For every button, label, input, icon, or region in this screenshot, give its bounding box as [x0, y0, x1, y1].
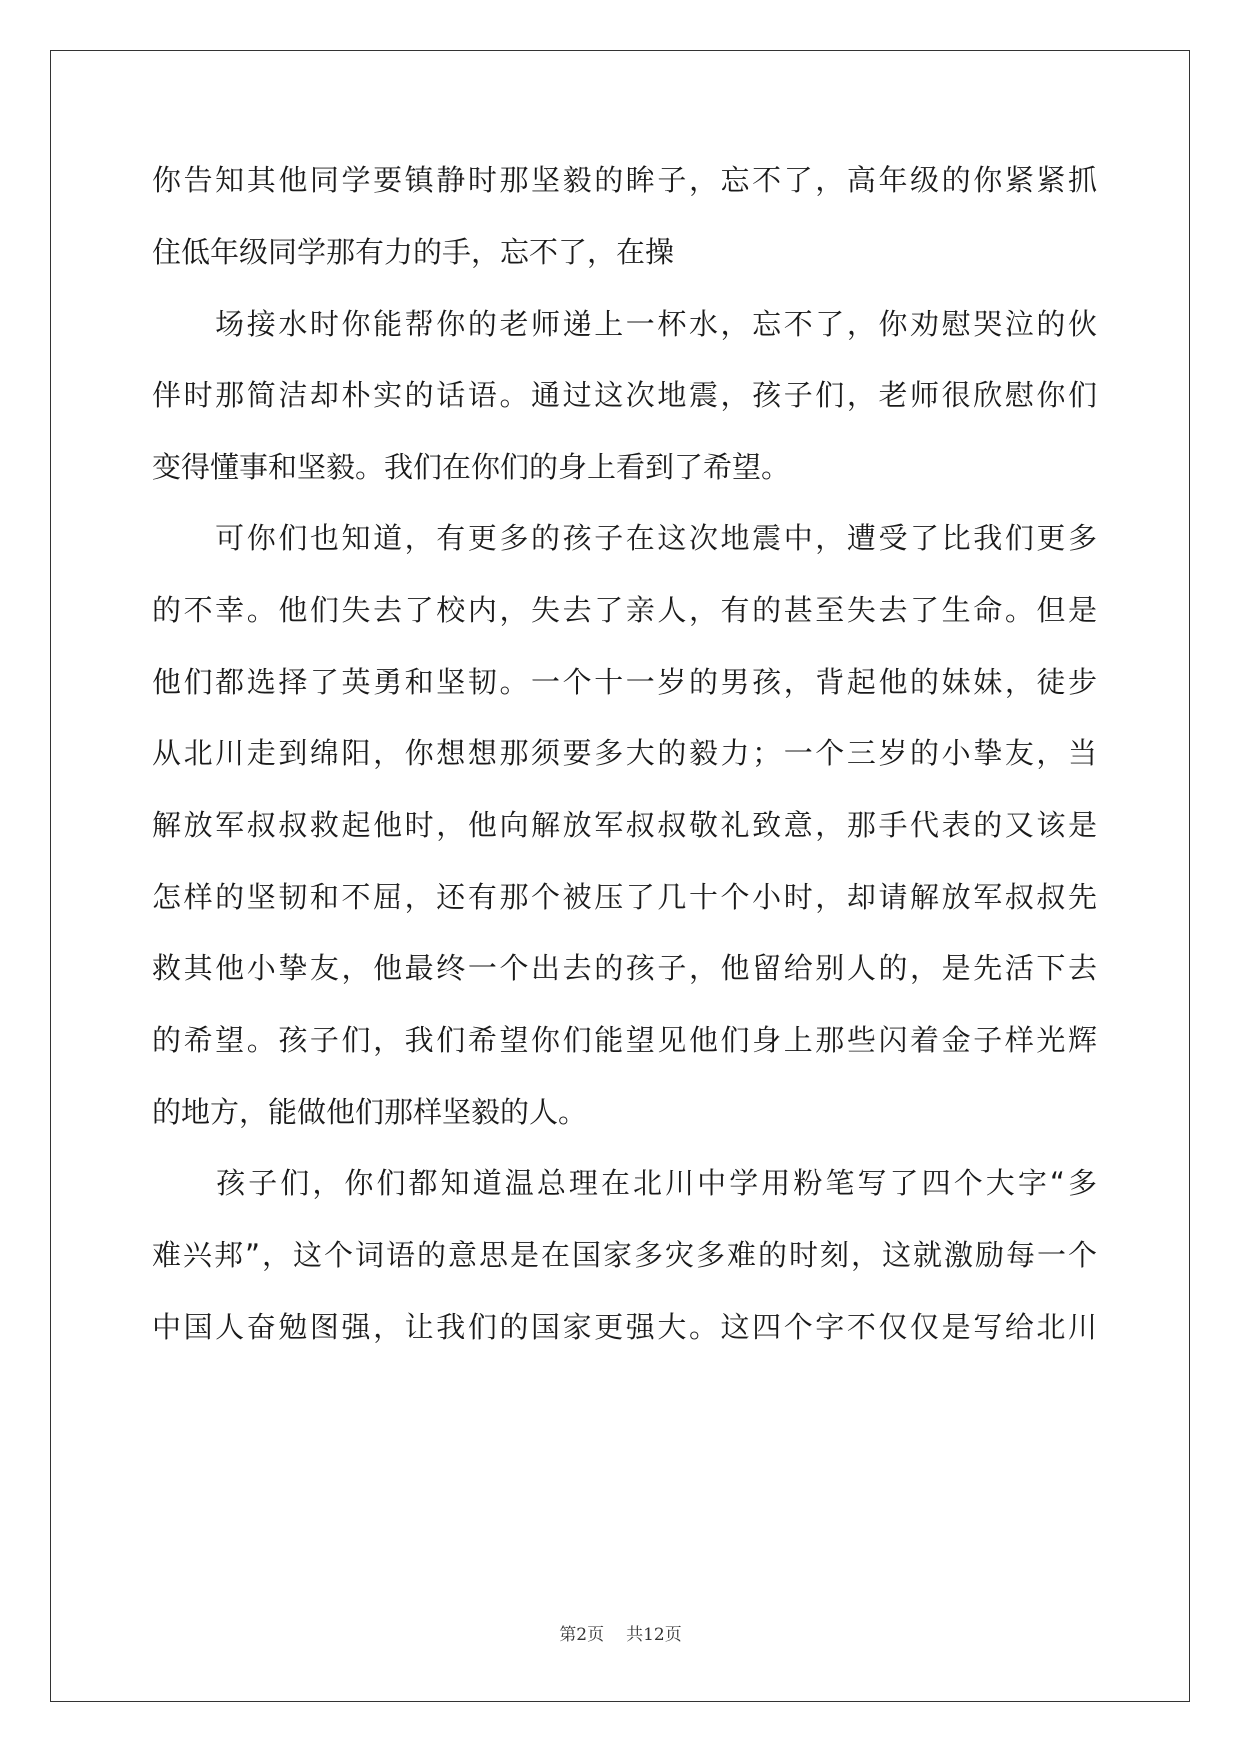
text-line: 救其他小挚友，他最终一个出去的孩子，他留给别人的，是先活下去 — [152, 951, 1097, 985]
text-line: 怎样的坚韧和不屈，还有那个被压了几十个小时，却请解放军叔叔先 — [152, 880, 1097, 914]
text-line: 难兴邦”，这个词语的意思是在国家多灾多难的时刻，这就激励每一个 — [152, 1238, 1097, 1272]
page-footer — [0, 1620, 1241, 1645]
text-line: 可你们也知道，有更多的孩子在这次地震中，遭受了比我们更多 — [152, 521, 1097, 555]
text-line: 他们都选择了英勇和坚韧。一个十一岁的男孩，背起他的妹妹，徒步 — [152, 665, 1097, 699]
page-number: 第2页 — [559, 1625, 605, 1645]
text-line: 住低年级同学那有力的手，忘不了，在操 — [152, 235, 675, 269]
text-line: 你告知其他同学要镇静时那坚毅的眸子，忘不了，高年级的你紧紧抓 — [152, 163, 1097, 197]
text-line: 解放军叔叔救起他时，他向解放军叔叔敬礼致意，那手代表的又该是 — [152, 808, 1097, 842]
text-line: 的地方，能做他们那样坚毅的人。 — [152, 1095, 588, 1129]
text-line: 的不幸。他们失去了校内，失去了亲人，有的甚至失去了生命。但是 — [152, 593, 1097, 627]
text-line: 中国人奋勉图强，让我们的国家更强大。这四个字不仅仅是写给北川 — [152, 1310, 1097, 1344]
text-line: 从北川走到绵阳，你想想那须要多大的毅力；一个三岁的小挚友，当 — [152, 736, 1097, 770]
text-line: 变得懂事和坚毅。我们在你们的身上看到了希望。 — [152, 450, 791, 484]
text-line: 的希望。孩子们，我们希望你们能望见他们身上那些闪着金子样光辉 — [152, 1023, 1097, 1057]
page-border — [50, 50, 1190, 1702]
text-line: 伴时那简洁却朴实的话语。通过这次地震，孩子们，老师很欣慰你们 — [152, 378, 1097, 412]
text-line: 场接水时你能帮你的老师递上一杯水，忘不了，你劝慰哭泣的伙 — [152, 307, 1097, 341]
text-line: 孩子们，你们都知道温总理在北川中学用粉笔写了四个大字“多 — [152, 1166, 1097, 1200]
page-total: 共12页 — [626, 1625, 682, 1645]
